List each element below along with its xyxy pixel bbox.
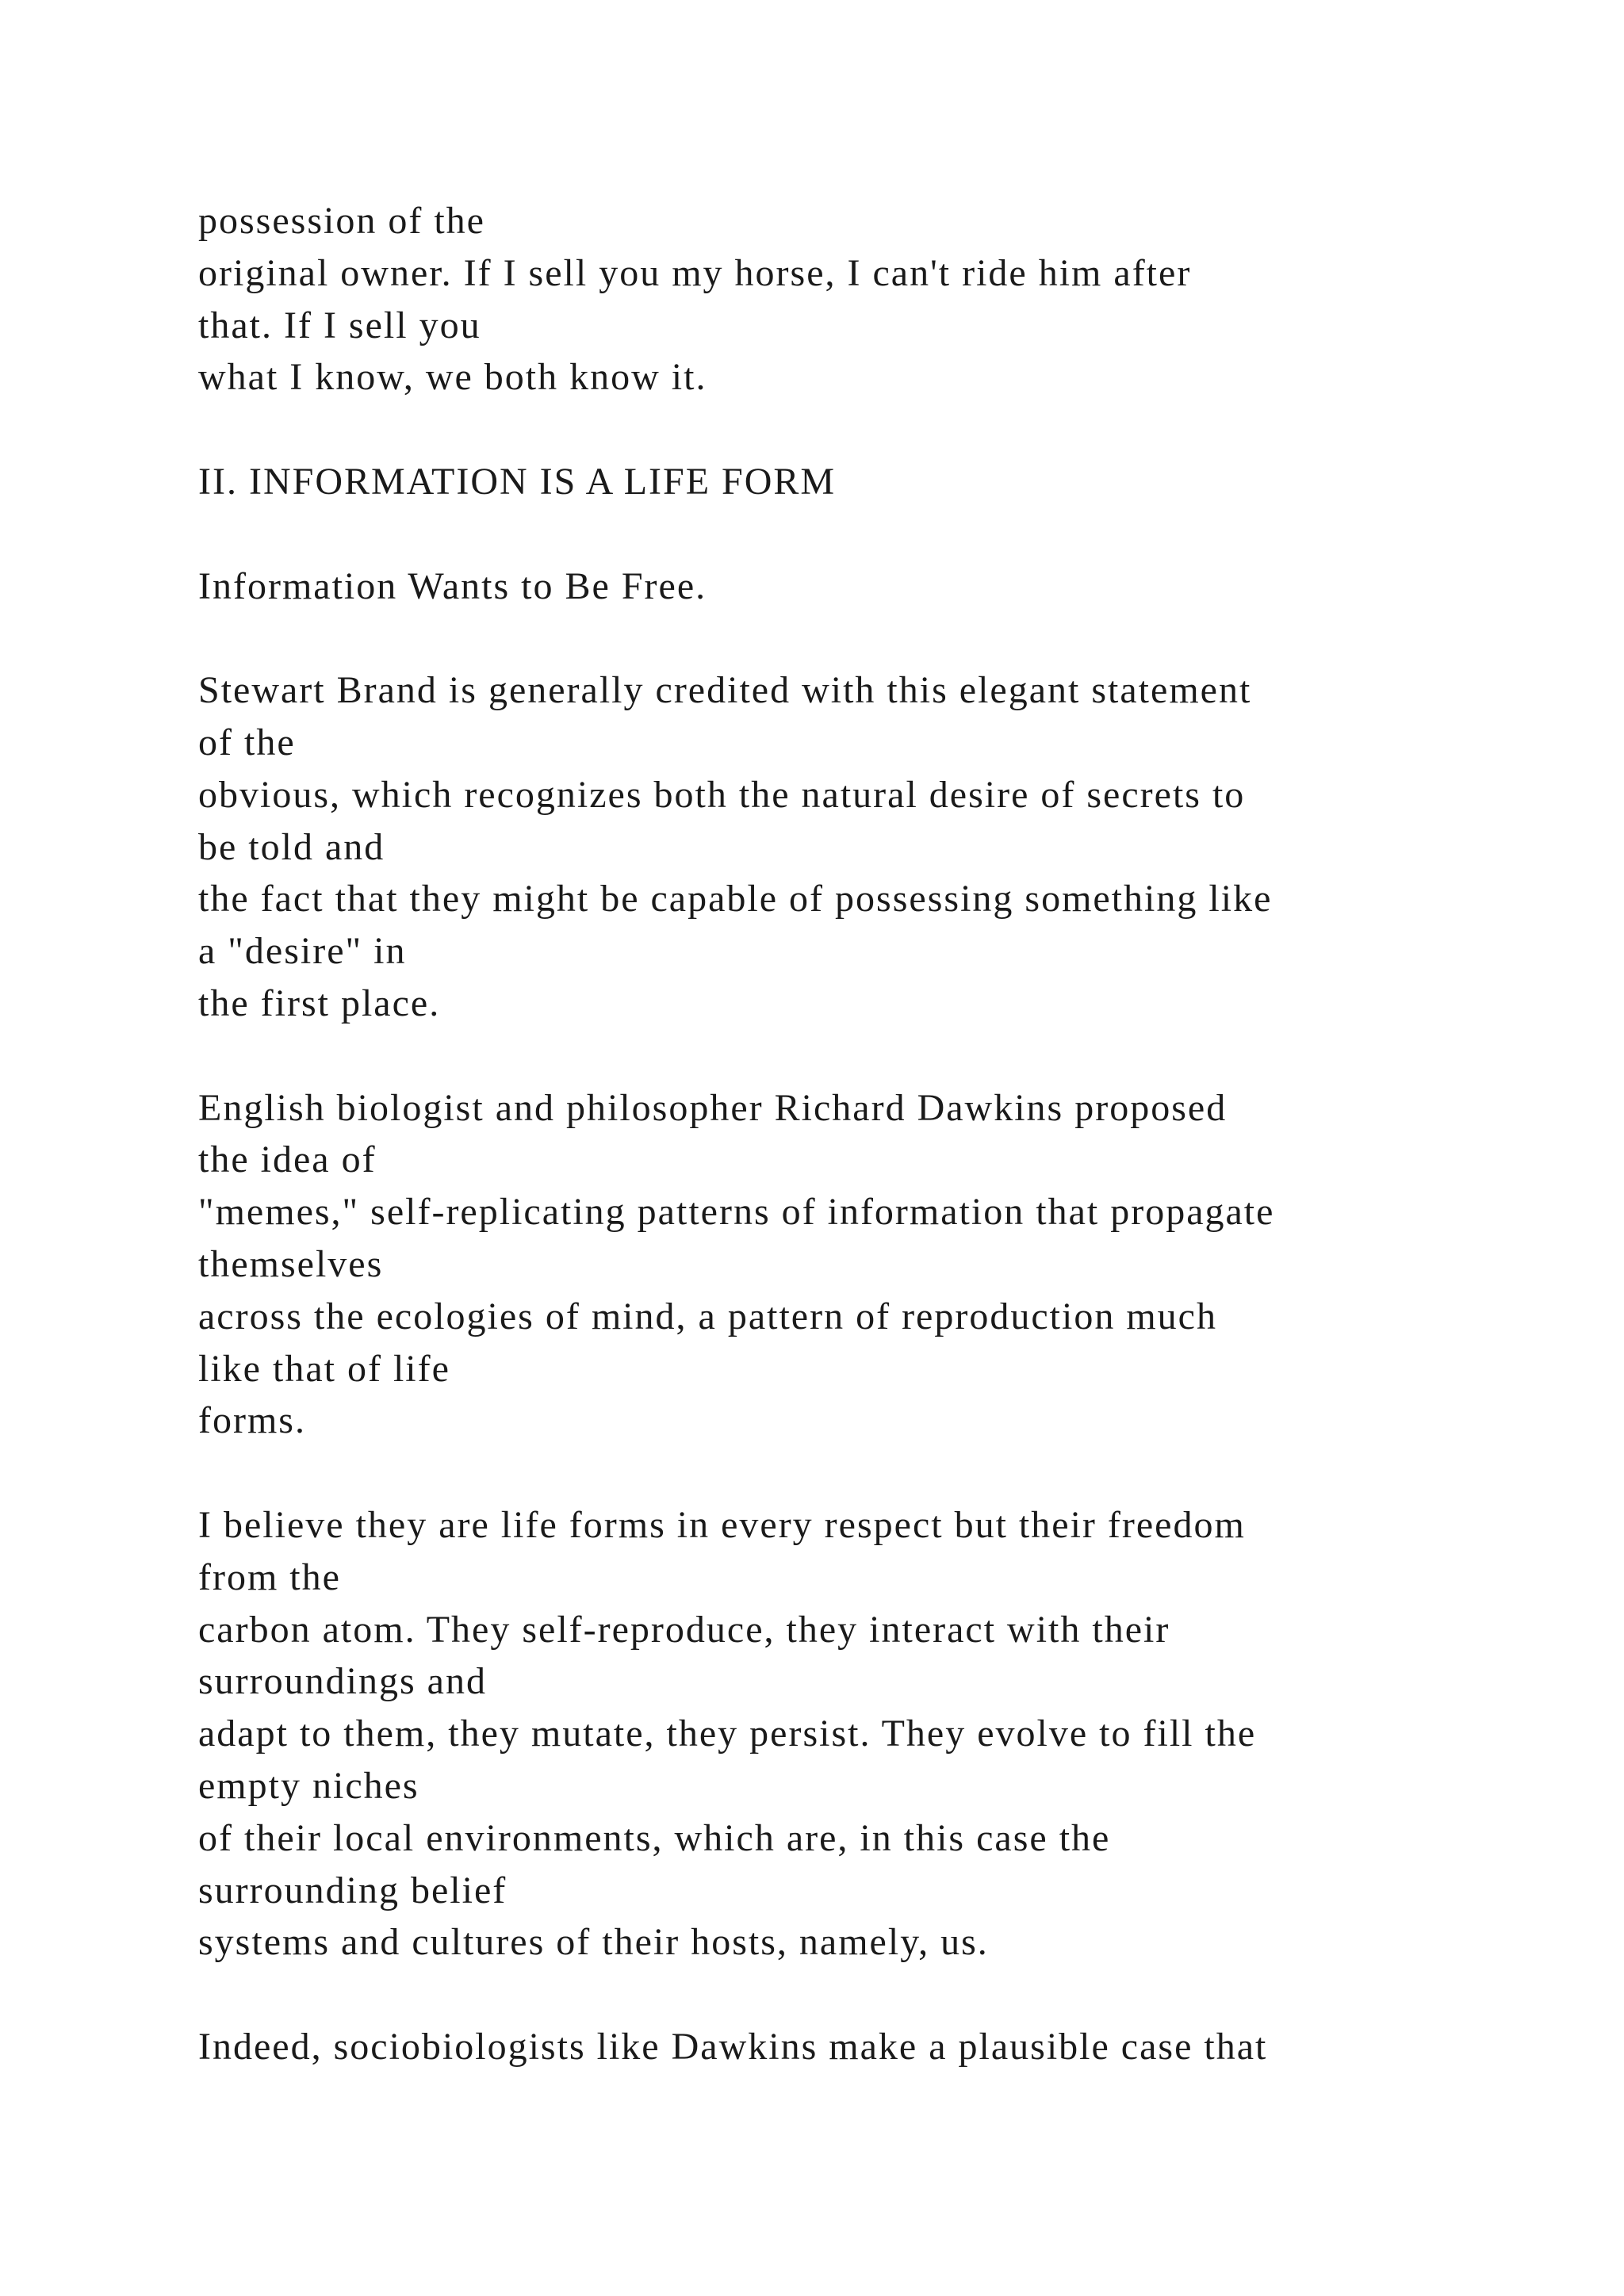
blank-line	[198, 1969, 1530, 2021]
text-line: II. INFORMATION IS A LIFE FORM	[198, 460, 837, 503]
blank-line	[198, 1447, 1530, 1499]
text-line: like that of life	[198, 1347, 450, 1390]
text-line: Information Wants to Be Free.	[198, 564, 707, 607]
text-line: a "desire" in	[198, 930, 407, 973]
text-line: surroundings and	[198, 1660, 487, 1703]
text-line: the first place.	[198, 982, 441, 1024]
document-body-text	[198, 195, 1530, 2073]
text-line: "memes," self-replicating patterns of information that propagate	[198, 1191, 1275, 1234]
text-line: the fact that they might be capable of possessing something like	[198, 878, 1273, 920]
text-line: adapt to them, they mutate, they persist. They evolve to fill the	[198, 1712, 1257, 1755]
text-line: empty niches	[198, 1764, 419, 1807]
text-line: from the	[198, 1556, 341, 1598]
text-line: of their local environments, which are, in this case the	[198, 1816, 1111, 1859]
blank-line	[198, 1030, 1530, 1082]
text-line: carbon atom. They self-reproduce, they interact with their	[198, 1608, 1170, 1651]
text-line: surrounding belief	[198, 1869, 508, 1911]
text-line: themselves	[198, 1242, 384, 1285]
blank-line	[198, 612, 1530, 664]
blank-line	[198, 508, 1530, 561]
text-line: be told and	[198, 825, 385, 868]
text-line: Stewart Brand is generally credited with this elegant statement	[198, 669, 1252, 712]
text-line: the idea of	[198, 1138, 377, 1181]
text-line: original owner. If I sell you my horse, I can't ride him after	[198, 251, 1192, 294]
text-line: that. If I sell you	[198, 304, 481, 346]
text-line: obvious, which recognizes both the natural desire of secrets to	[198, 773, 1246, 816]
text-line: Indeed, sociobiologists like Dawkins make a plausible case that	[198, 2025, 1268, 2068]
text-line: forms.	[198, 1399, 306, 1442]
text-line: possession of the	[198, 200, 485, 242]
text-line: what I know, we both know it.	[198, 356, 707, 399]
text-line: systems and cultures of their hosts, namely, us.	[198, 1921, 989, 1964]
text-line: English biologist and philosopher Richard Dawkins proposed	[198, 1086, 1228, 1129]
text-line: across the ecologies of mind, a pattern of reproduction much	[198, 1295, 1217, 1337]
blank-line	[198, 404, 1530, 456]
text-line: of the	[198, 721, 296, 763]
text-line: I believe they are life forms in every respect but their freedom	[198, 1503, 1246, 1546]
